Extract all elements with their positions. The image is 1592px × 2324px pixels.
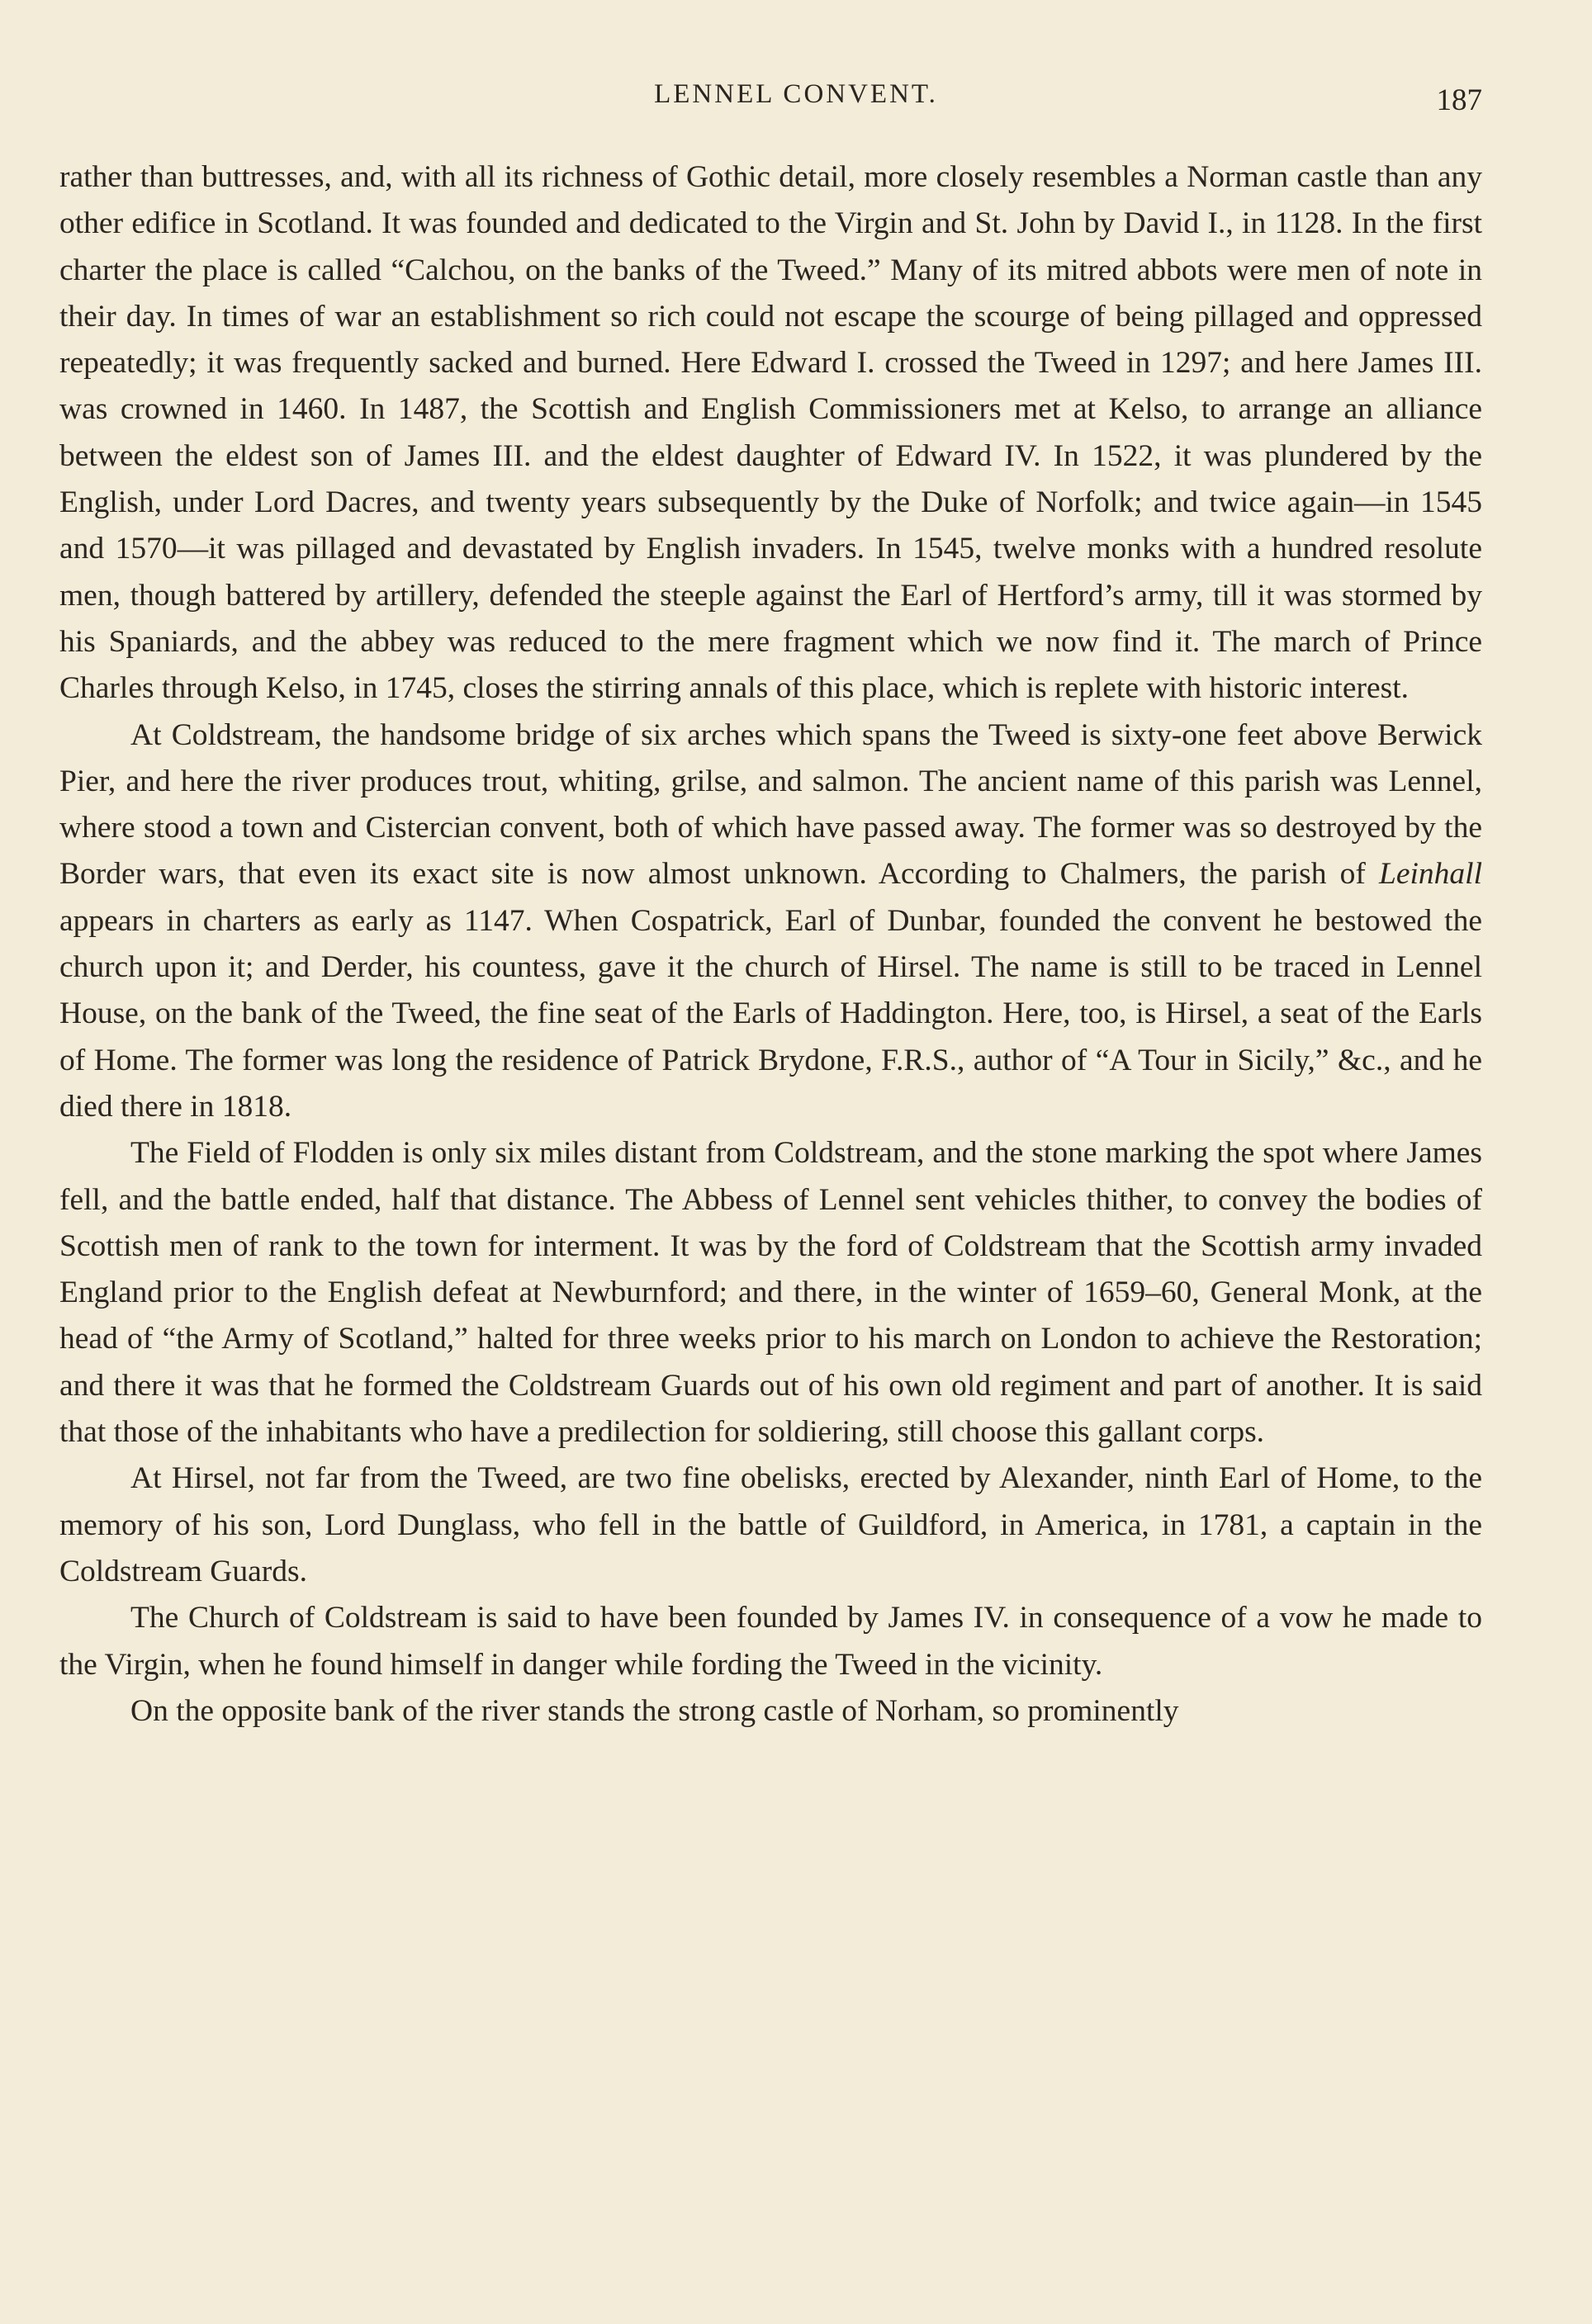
- paragraph-kelso-abbey: [59, 154, 1482, 712]
- paragraph-hirsel: [59, 1455, 1482, 1595]
- text-segment: At Coldstream, the handsome bridge of six arches which spans the Tweed is sixty-one feet above Berwick Pier, and here the river produces trout, whiting, grilse, and salmon. The ancient name of this parish was Lennel, where stood a town and Cistercian convent, both of which have passed away. The former was so destroyed by the Border wars, that even its exact site is now almost unknown. According to Chalmers, the parish of: [59, 717, 1482, 892]
- paragraph-church: [59, 1595, 1482, 1688]
- page-number: 187: [1436, 83, 1482, 117]
- paragraph-norham: [59, 1688, 1482, 1735]
- paragraph-coldstream: [59, 712, 1482, 1131]
- italic-place-name: Leinhall: [1378, 857, 1482, 892]
- text-segment: On the opposite bank of the river stands the strong castle of Norham, so prominently: [130, 1693, 1179, 1728]
- text-segment: The Church of Coldstream is said to have been founded by James IV. in consequence of a vow he made to the Virgin, when he found himself in danger while fording the Tweed in the vicinity.: [59, 1601, 1482, 1682]
- text-segment: At Hirsel, not far from the Tweed, are two fine obelisks, erected by Alexander, ninth Earl of Home, to the memory of his son, Lord Dunglass, who fell in the battle of Guildford, in America, in 1781, a captain in the Coldstream Guards.: [59, 1461, 1482, 1588]
- text-segment: appears in charters as early as 1147. When Cospatrick, Earl of Dunbar, founded the convent he bestowed the church upon it; and Derder, his countess, gave it the church of Hirsel. The name is still to be traced in Lennel House, on the bank of the Tweed, the fine seat of the Earls of Haddington. Here, too, is Hirsel, a seat of the Earls of Home. The former was long the residence of Patrick Brydone, F.R.S., author of “A Tour in Sicily,” &c., and he died there in 1818.: [59, 903, 1482, 1124]
- running-title: LENNEL CONVENT.: [654, 79, 938, 109]
- body-text: [59, 154, 1482, 1735]
- paragraph-flodden: [59, 1130, 1482, 1455]
- text-segment: The Field of Flodden is only six miles distant from Coldstream, and the stone marking the spot where James fell, and the battle ended, half that distance. The Abbess of Lennel sent vehicles thither, to convey the bodies of Scottish men of rank to the town for interment. It was by the ford of Coldstream that the Scottish army invaded England prior to the English defeat at Newburnford; and there, in the winter of 1659–60, General Monk, at the head of “the Army of Scotland,” halted for three weeks prior to his march on London to achieve the Restoration; and there it was that he formed the Coldstream Guards out of his own old regiment and part of another. It is said that those of the inhabitants who have a predilection for soldiering, still choose this gallant corps.: [59, 1136, 1482, 1450]
- text-segment: rather than buttresses, and, with all its richness of Gothic detail, more closely resembles a Norman castle than any other edifice in Scotland. It was founded and dedicated to the Virgin and St. John by David I., in 1128. In the first charter the place is called “Calchou, on the banks of the Tweed.” Many of its mitred abbots were men of note in their day. In times of war an establishment so rich could not escape the scourge of being pillaged and oppressed repeatedly; it was frequently sacked and burned. Here Edward I. crossed the Tweed in 1297; and here James III. was crowned in 1460. In 1487, the Scottish and English Commissioners met at Kelso, to arrange an alliance between the eldest son of James III. and the eldest daughter of Edward IV. In 1522, it was plundered by the English, under Lord Dacres, and twenty years subsequently by the Duke of Norfolk; and twice again—in 1545 and 1570—it was pillaged and devastated by English invaders. In 1545, twelve monks with a hundred resolute men, though battered by artillery, defended the steeple against the Earl of Hertford’s army, till it was stormed by his Spaniards, and the abbey was reduced to the mere fragment which we now find it. The march of Prince Charles through Kelso, in 1745, closes the stirring annals of this place, which is replete with historic interest.: [59, 160, 1482, 706]
